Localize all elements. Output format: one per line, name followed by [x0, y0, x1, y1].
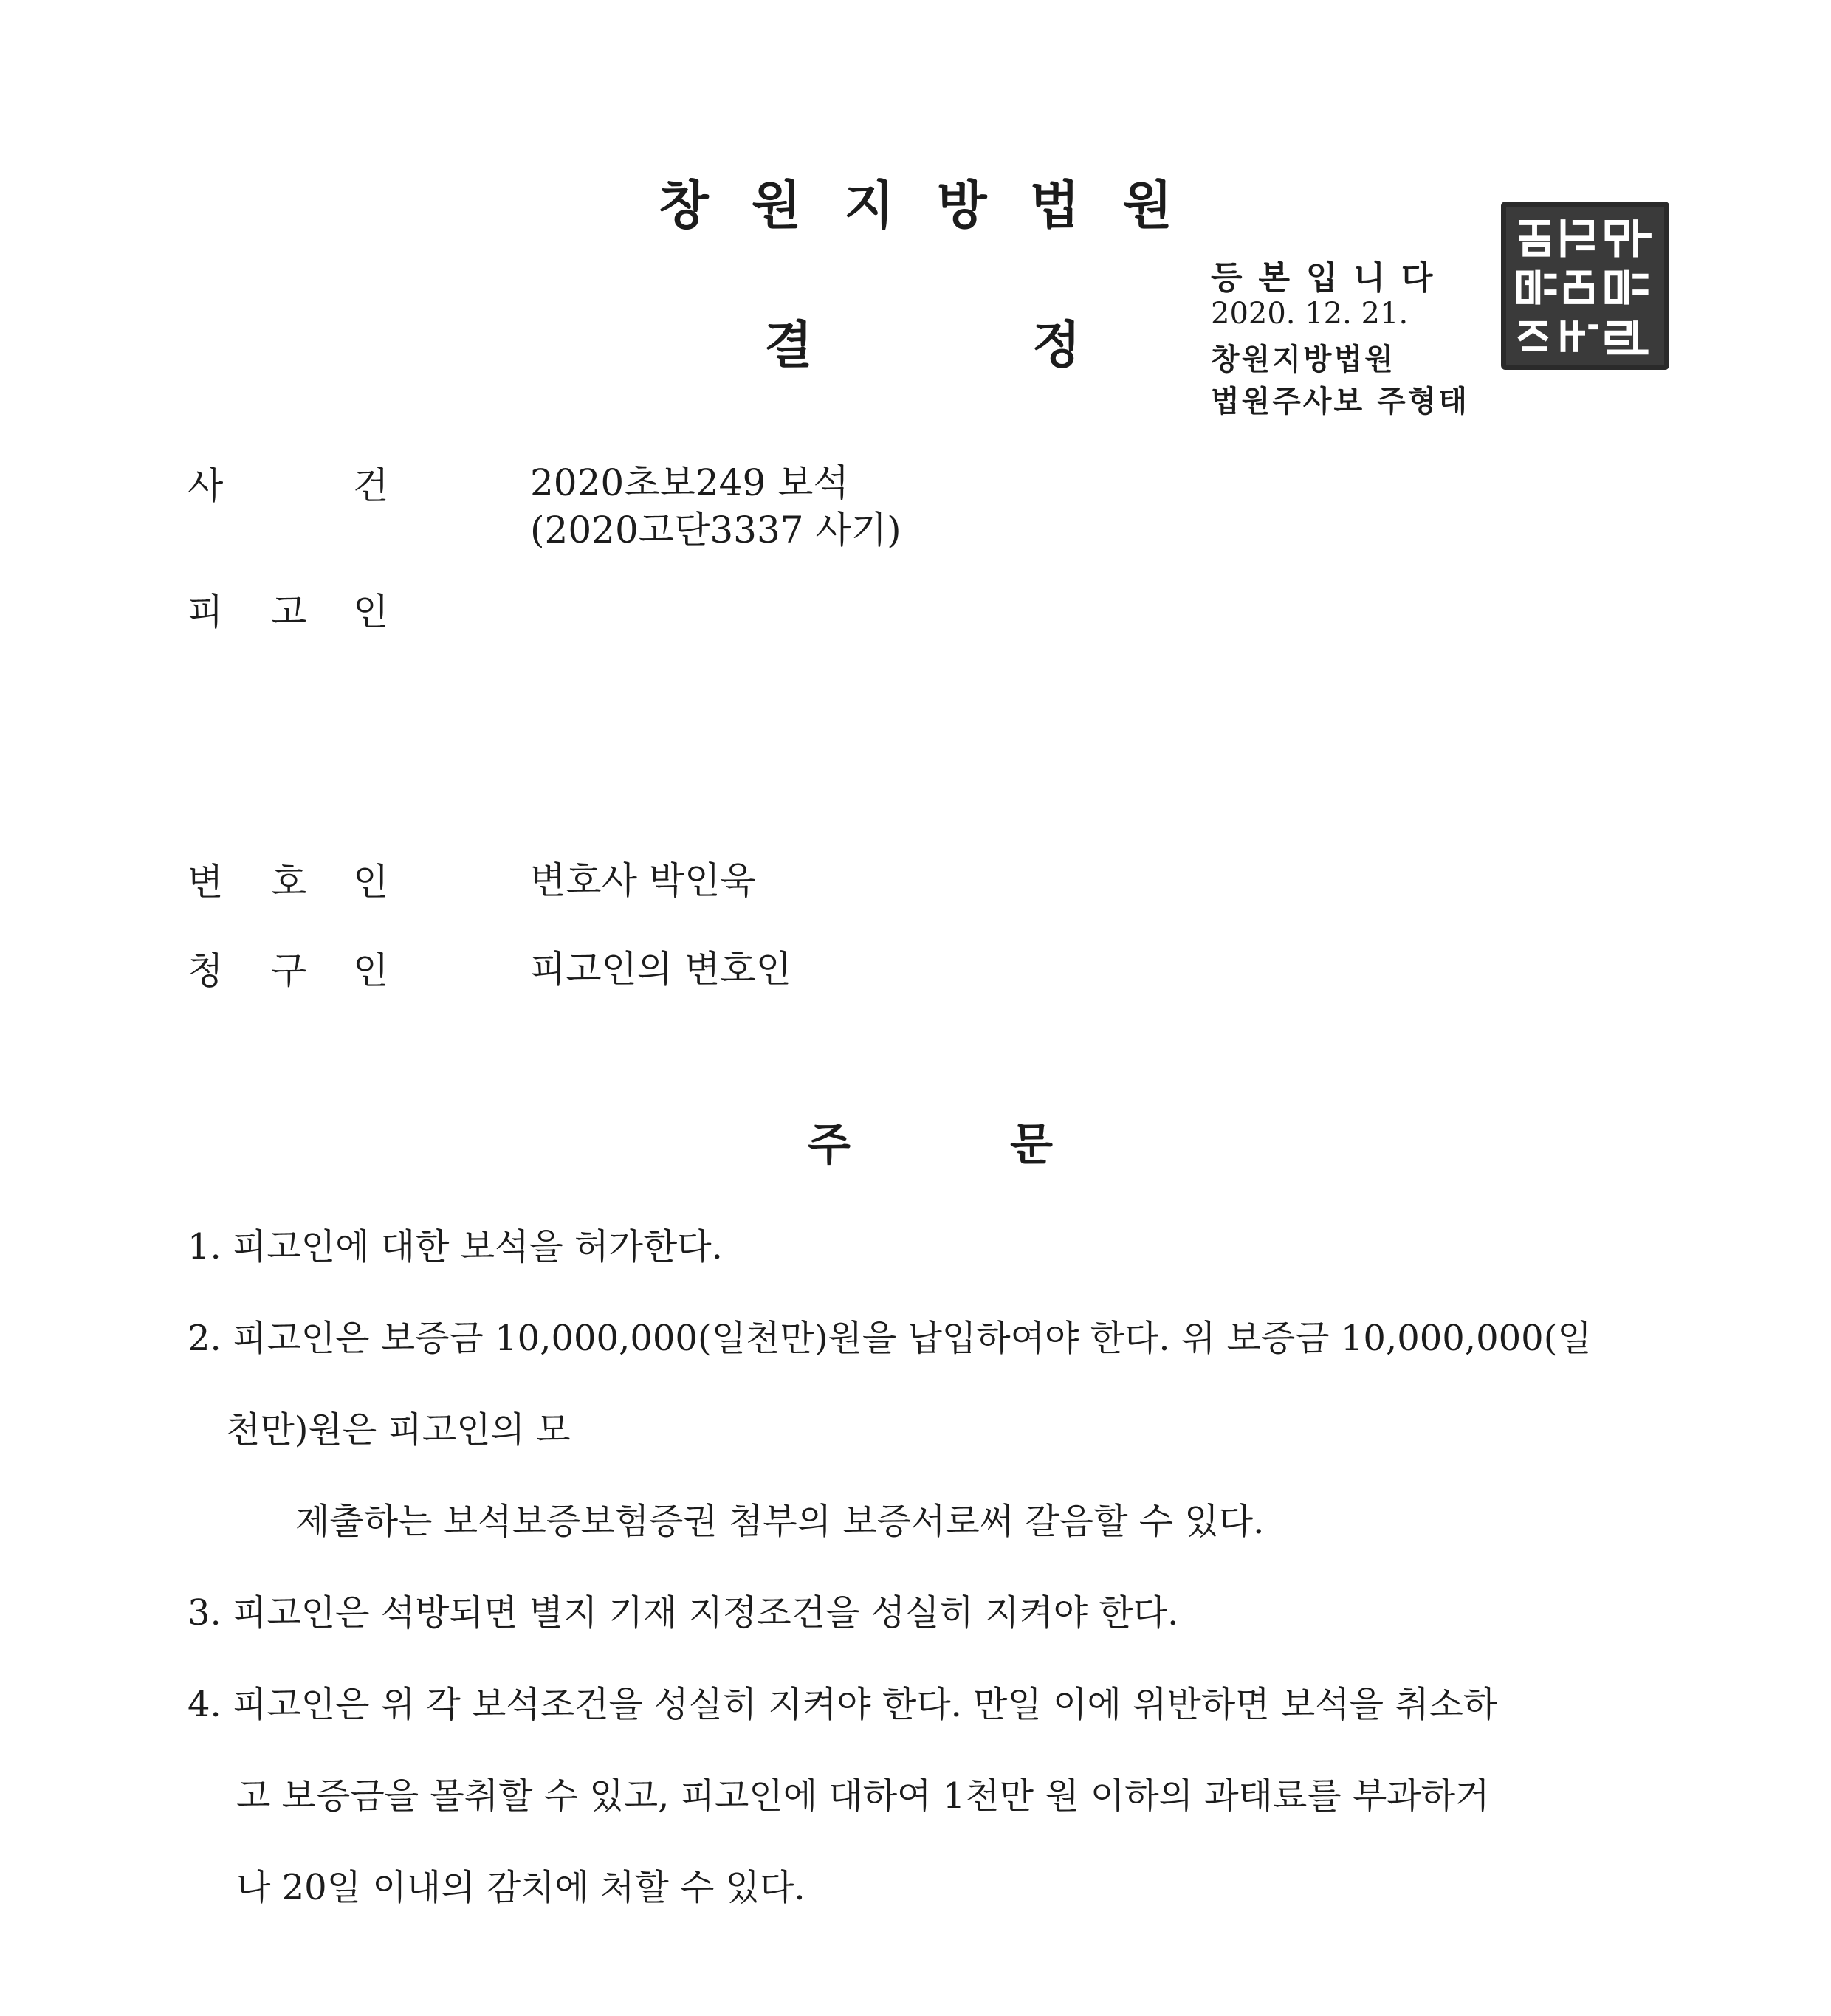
order-item-2-line-3: 제출하는 보석보증보험증권 첨부의 보증서로써 갈음할 수 있다.	[295, 1501, 1265, 1542]
document-type-char-1: 결	[764, 317, 813, 375]
applicant-label-char-1: 청	[188, 949, 224, 992]
main-text-heading-char-2: 문	[1010, 1119, 1053, 1171]
certification-date: 2020. 12. 21.	[1211, 297, 1409, 331]
certification-clerk: 법원주사보 주형태	[1211, 385, 1470, 419]
certified-copy-label: 등본입니다	[1211, 259, 1449, 297]
counsel-label-char-1: 변	[188, 861, 224, 904]
related-case-number: (2020고단3337 사기)	[530, 509, 901, 551]
case-number: 2020초보249 보석	[530, 461, 849, 504]
counsel-name: 변호사 박인욱	[530, 859, 756, 902]
applicant-label-char-2: 구	[271, 949, 307, 992]
case-label-char-2: 건	[353, 464, 389, 507]
defendant-label-char-1: 피	[188, 591, 224, 633]
order-item-2-line-1: 2. 피고인은 보증금 10,000,000(일천만)원을 납입하여야 한다. 위 보증금 10,000,000(일	[188, 1318, 1592, 1359]
court-seal-icon	[1501, 202, 1669, 370]
document-type-char-2: 정	[1032, 317, 1081, 375]
order-item-2-line-2: 천만)원은 피고인의 모	[226, 1409, 571, 1451]
order-item-4-line-3: 나 20일 이내의 감치에 처할 수 있다.	[236, 1867, 805, 1908]
counsel-label-char-3: 인	[353, 861, 389, 904]
order-item-4-line-1: 4. 피고인은 위 각 보석조건을 성실히 지켜야 한다. 만일 이에 위반하면 보석을 취소하	[188, 1684, 1498, 1725]
defendant-label-char-2: 고	[271, 591, 307, 633]
case-label-char-1: 사	[188, 464, 224, 507]
main-text-heading-char-1: 주	[808, 1119, 851, 1171]
applicant-value: 피고인의 변호인	[530, 948, 791, 991]
court-name-title: 창원지방법원	[659, 175, 1215, 235]
order-item-4-line-2: 고 보증금을 몰취할 수 있고, 피고인에 대하여 1천만 원 이하의 과태료를 부과하거	[236, 1775, 1490, 1817]
counsel-label-char-2: 호	[271, 861, 307, 904]
applicant-label-char-3: 인	[353, 949, 389, 992]
order-item-3: 3. 피고인은 석방되면 별지 기재 지정조건을 성실히 지켜야 한다.	[188, 1592, 1179, 1634]
certification-court: 창원지방법원	[1211, 343, 1395, 376]
defendant-label-char-3: 인	[353, 591, 389, 633]
order-item-1: 1. 피고인에 대한 보석을 허가한다.	[188, 1226, 723, 1267]
